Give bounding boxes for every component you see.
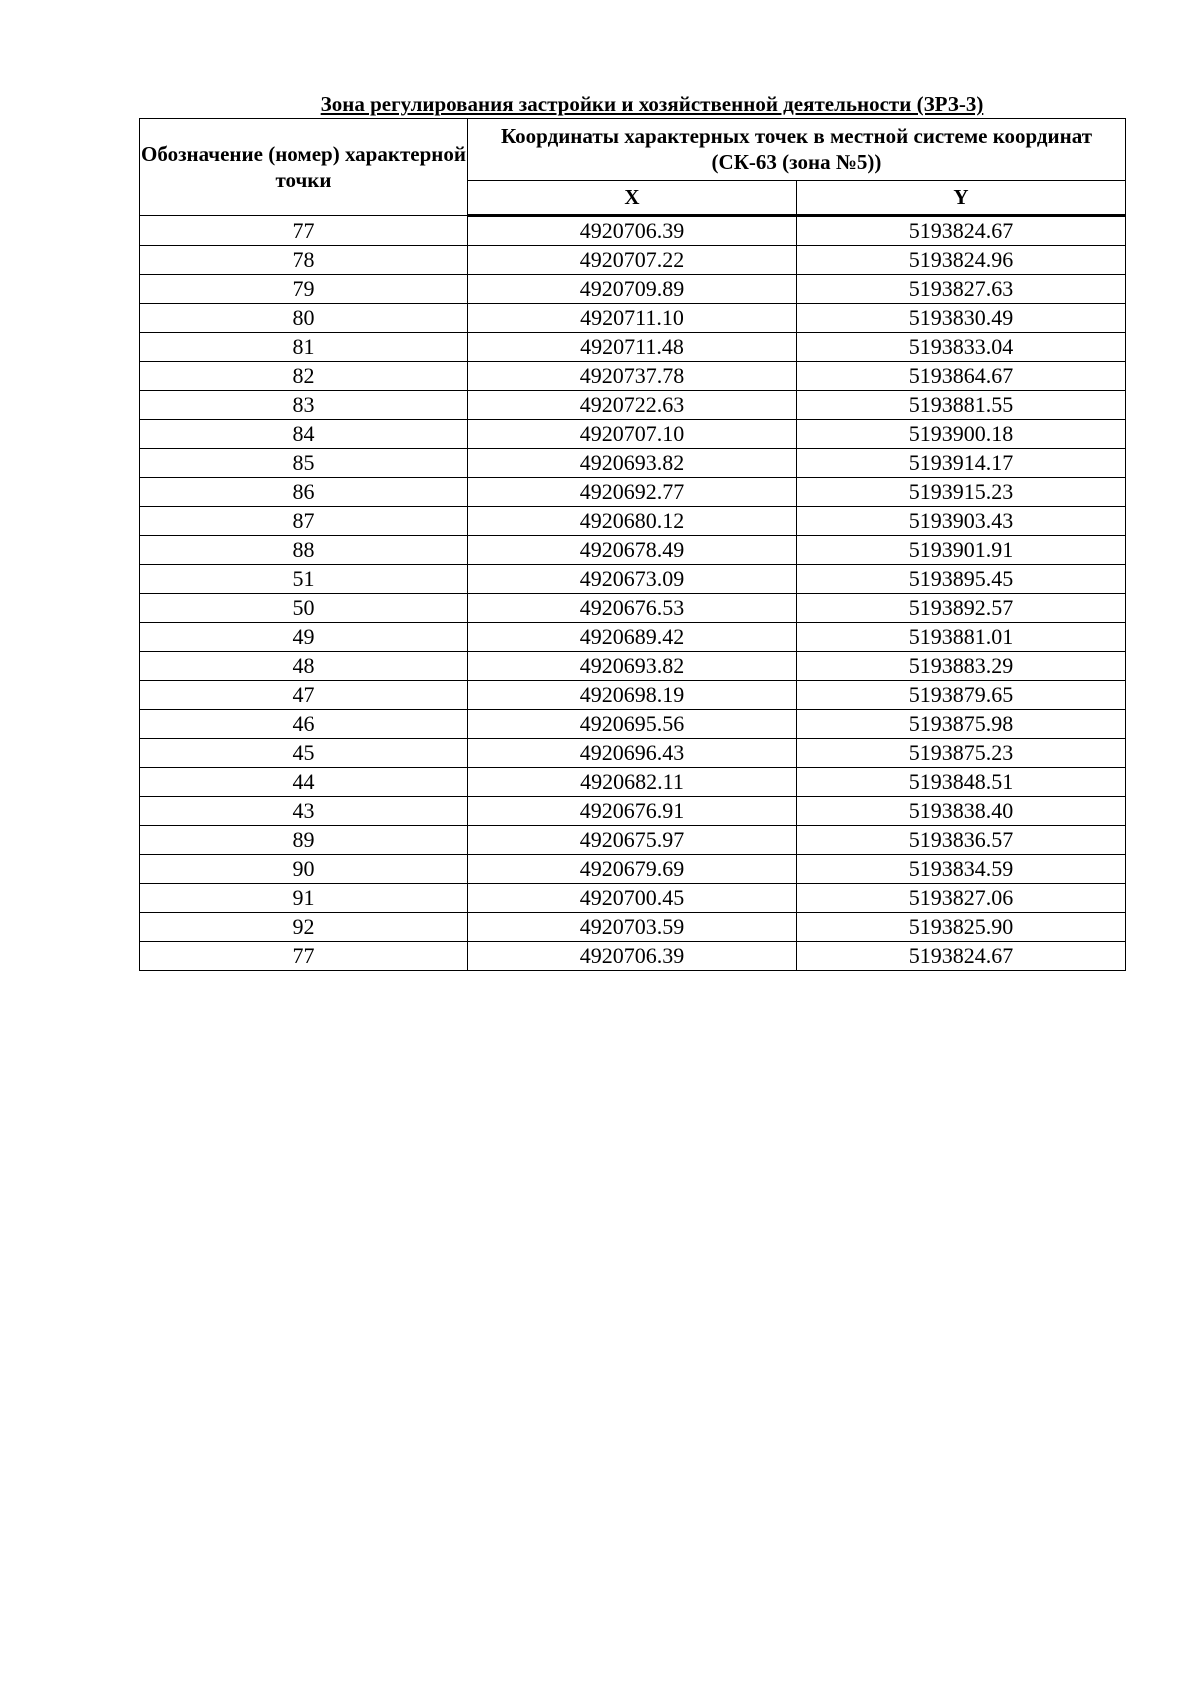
cell-y-coordinate: 5193879.65 [797, 681, 1126, 710]
cell-point-number: 44 [140, 768, 468, 797]
cell-point-number: 82 [140, 362, 468, 391]
header-point-designation: Обозначение (номер) характерной точки [140, 119, 468, 216]
cell-y-coordinate: 5193827.06 [797, 884, 1126, 913]
table-row [140, 478, 1126, 507]
cell-x-coordinate: 4920706.39 [468, 942, 797, 971]
cell-point-number: 47 [140, 681, 468, 710]
cell-x-coordinate: 4920737.78 [468, 362, 797, 391]
cell-point-number: 84 [140, 420, 468, 449]
cell-x-coordinate: 4920676.91 [468, 797, 797, 826]
table-row [140, 855, 1126, 884]
table-row [140, 304, 1126, 333]
cell-point-number: 80 [140, 304, 468, 333]
header-coordinates: Координаты характерных точек в местной системе координат (СК-63 (зона №5)) [468, 119, 1126, 181]
table-header [140, 119, 1126, 216]
cell-y-coordinate: 5193881.01 [797, 623, 1126, 652]
cell-point-number: 43 [140, 797, 468, 826]
table-row [140, 536, 1126, 565]
cell-x-coordinate: 4920696.43 [468, 739, 797, 768]
cell-point-number: 48 [140, 652, 468, 681]
cell-point-number: 77 [140, 942, 468, 971]
table-row [140, 420, 1126, 449]
table-row [140, 565, 1126, 594]
cell-point-number: 79 [140, 275, 468, 304]
cell-y-coordinate: 5193881.55 [797, 391, 1126, 420]
cell-x-coordinate: 4920707.22 [468, 246, 797, 275]
table-row [140, 594, 1126, 623]
table-row [140, 216, 1126, 246]
cell-point-number: 86 [140, 478, 468, 507]
cell-point-number: 50 [140, 594, 468, 623]
table-row [140, 884, 1126, 913]
table-row [140, 362, 1126, 391]
cell-y-coordinate: 5193901.91 [797, 536, 1126, 565]
cell-point-number: 88 [140, 536, 468, 565]
header-y: Y [797, 180, 1126, 215]
table-row [140, 710, 1126, 739]
cell-x-coordinate: 4920692.77 [468, 478, 797, 507]
cell-y-coordinate: 5193830.49 [797, 304, 1126, 333]
cell-point-number: 87 [140, 507, 468, 536]
cell-y-coordinate: 5193875.23 [797, 739, 1126, 768]
cell-y-coordinate: 5193838.40 [797, 797, 1126, 826]
cell-point-number: 85 [140, 449, 468, 478]
table-row [140, 681, 1126, 710]
table-body [140, 216, 1126, 971]
cell-y-coordinate: 5193883.29 [797, 652, 1126, 681]
cell-x-coordinate: 4920706.39 [468, 216, 797, 246]
table-row [140, 623, 1126, 652]
cell-x-coordinate: 4920693.82 [468, 652, 797, 681]
cell-y-coordinate: 5193827.63 [797, 275, 1126, 304]
table-row [140, 275, 1126, 304]
cell-y-coordinate: 5193836.57 [797, 826, 1126, 855]
cell-y-coordinate: 5193824.96 [797, 246, 1126, 275]
cell-y-coordinate: 5193864.67 [797, 362, 1126, 391]
cell-x-coordinate: 4920680.12 [468, 507, 797, 536]
cell-x-coordinate: 4920695.56 [468, 710, 797, 739]
cell-point-number: 81 [140, 333, 468, 362]
table-row [140, 942, 1126, 971]
table-row [140, 826, 1126, 855]
cell-y-coordinate: 5193824.67 [797, 216, 1126, 246]
cell-point-number: 51 [140, 565, 468, 594]
cell-x-coordinate: 4920707.10 [468, 420, 797, 449]
cell-y-coordinate: 5193914.17 [797, 449, 1126, 478]
table-row [140, 391, 1126, 420]
cell-x-coordinate: 4920682.11 [468, 768, 797, 797]
coordinates-table [139, 118, 1126, 971]
table-row [140, 652, 1126, 681]
table-row [140, 913, 1126, 942]
table-row [140, 333, 1126, 362]
cell-y-coordinate: 5193915.23 [797, 478, 1126, 507]
cell-point-number: 90 [140, 855, 468, 884]
cell-y-coordinate: 5193875.98 [797, 710, 1126, 739]
cell-y-coordinate: 5193825.90 [797, 913, 1126, 942]
cell-point-number: 45 [140, 739, 468, 768]
cell-point-number: 78 [140, 246, 468, 275]
table-row [140, 739, 1126, 768]
cell-y-coordinate: 5193833.04 [797, 333, 1126, 362]
cell-y-coordinate: 5193892.57 [797, 594, 1126, 623]
table-row [140, 246, 1126, 275]
cell-x-coordinate: 4920700.45 [468, 884, 797, 913]
cell-y-coordinate: 5193824.67 [797, 942, 1126, 971]
cell-x-coordinate: 4920689.42 [468, 623, 797, 652]
cell-y-coordinate: 5193834.59 [797, 855, 1126, 884]
cell-point-number: 49 [140, 623, 468, 652]
cell-x-coordinate: 4920675.97 [468, 826, 797, 855]
cell-x-coordinate: 4920722.63 [468, 391, 797, 420]
cell-x-coordinate: 4920673.09 [468, 565, 797, 594]
cell-point-number: 89 [140, 826, 468, 855]
cell-y-coordinate: 5193895.45 [797, 565, 1126, 594]
cell-x-coordinate: 4920711.10 [468, 304, 797, 333]
cell-x-coordinate: 4920679.69 [468, 855, 797, 884]
cell-point-number: 92 [140, 913, 468, 942]
table-row [140, 768, 1126, 797]
cell-x-coordinate: 4920711.48 [468, 333, 797, 362]
cell-y-coordinate: 5193903.43 [797, 507, 1126, 536]
cell-x-coordinate: 4920693.82 [468, 449, 797, 478]
cell-x-coordinate: 4920678.49 [468, 536, 797, 565]
table-row [140, 797, 1126, 826]
cell-x-coordinate: 4920698.19 [468, 681, 797, 710]
cell-y-coordinate: 5193848.51 [797, 768, 1126, 797]
cell-point-number: 83 [140, 391, 468, 420]
document-title: Зона регулирования застройки и хозяйственной деятельности (ЗРЗ-3) [320, 92, 984, 116]
cell-point-number: 91 [140, 884, 468, 913]
cell-point-number: 46 [140, 710, 468, 739]
cell-x-coordinate: 4920676.53 [468, 594, 797, 623]
cell-point-number: 77 [140, 216, 468, 246]
header-x: X [468, 180, 797, 215]
table-row [140, 449, 1126, 478]
cell-y-coordinate: 5193900.18 [797, 420, 1126, 449]
cell-x-coordinate: 4920709.89 [468, 275, 797, 304]
cell-x-coordinate: 4920703.59 [468, 913, 797, 942]
table-row [140, 507, 1126, 536]
